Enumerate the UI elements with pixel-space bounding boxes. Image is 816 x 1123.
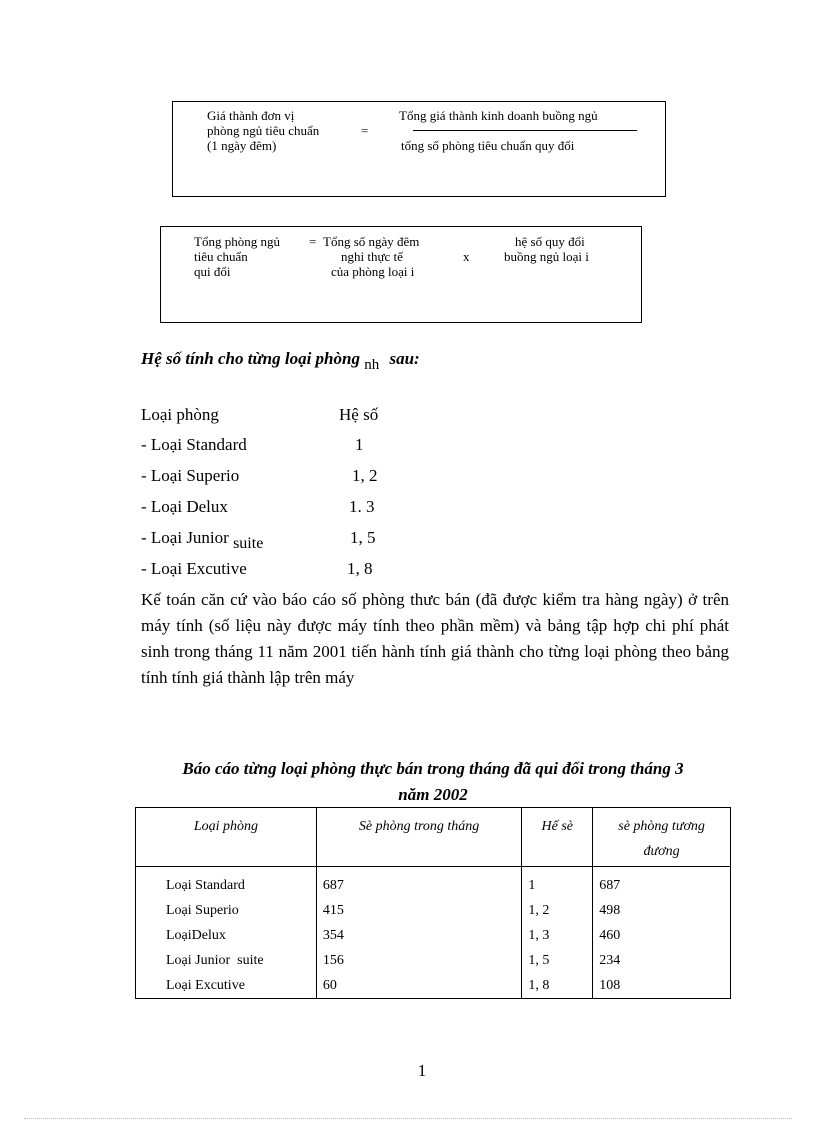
col-header-coefficient: Hế sè bbox=[522, 808, 593, 867]
formula2-equals: = bbox=[309, 234, 317, 249]
coef-row-type: - Loại Standard bbox=[141, 435, 247, 454]
coef-row-type-subscript: suite bbox=[233, 535, 264, 552]
col-header-room-type: Loại phòng bbox=[136, 808, 317, 867]
formula1-denominator: tổng số phòng tiêu chuẩn quy đổi bbox=[401, 138, 575, 153]
coef-row-type: - Loại Delux bbox=[141, 497, 228, 516]
cell-room-type: Loại Excutive bbox=[136, 973, 317, 999]
cell-coefficient: 1, 2 bbox=[522, 898, 593, 923]
body-paragraph: Kế toán căn cứ vào báo cáo số phòng thưc bán (đã được kiểm tra hàng ngày) ở trên máy tính (số liệu này được máy tính theo phần mềm) và bảng tập hợp chi phí phát sinh trong tháng 11 năm 2001 tiến hành tính giá thành cho từng loại phòng theo bảng tính tính giá thành lập trên máy bbox=[141, 590, 729, 687]
coef-row-value: 1, 8 bbox=[347, 559, 373, 578]
col-header-rooms-in-month: Sè phòng trong tháng bbox=[316, 808, 522, 867]
formula-box-standard-rooms bbox=[160, 226, 642, 323]
cell-room-type: Loại Superio bbox=[136, 898, 317, 923]
coef-row-value: 1, 5 bbox=[350, 528, 376, 547]
heading-main: Hệ số tính cho từng loại phòng bbox=[141, 349, 360, 368]
coefficient-heading bbox=[141, 349, 420, 373]
coef-row-type: - Loại Superio bbox=[141, 466, 240, 485]
report-title-line2: năm 2002 bbox=[398, 785, 468, 804]
heading-tail: sau: bbox=[389, 349, 420, 368]
report-title-line1: Báo cáo từng loại phòng thực bán trong tháng đã qui đổi trong tháng 3 bbox=[182, 759, 684, 778]
coef-header-value: Hệ số bbox=[339, 405, 379, 424]
cell-room-type: Loại Junior suite bbox=[136, 948, 317, 973]
col-header-equivalent-rooms: sè phòng tương đương bbox=[593, 808, 731, 867]
cell-rooms: 60 bbox=[316, 973, 522, 999]
fraction-bar bbox=[413, 130, 637, 131]
cell-rooms: 415 bbox=[316, 898, 522, 923]
formula1-equals: = bbox=[361, 123, 369, 138]
cell-rooms: 687 bbox=[316, 867, 522, 899]
formula2-col2-line1: Tổng số ngày đêm bbox=[323, 234, 420, 249]
heading-subscript: nh bbox=[364, 357, 380, 373]
cell-equivalent: 460 bbox=[593, 923, 731, 948]
table-row bbox=[136, 898, 731, 923]
table-row bbox=[136, 867, 731, 899]
formula2-col1-line3: qui đổi bbox=[194, 264, 231, 279]
cell-equivalent: 498 bbox=[593, 898, 731, 923]
cell-coefficient: 1, 3 bbox=[522, 923, 593, 948]
report-table bbox=[135, 807, 731, 999]
coef-row-type bbox=[141, 528, 264, 552]
page-number: 1 bbox=[417, 1061, 427, 1080]
formula2-col1-line2: tiêu chuẩn bbox=[194, 249, 248, 264]
formula1-left-line2: phòng ngủ tiêu chuẩn bbox=[207, 123, 320, 138]
formula1-left-line1: Giá thành đơn vị bbox=[207, 108, 295, 123]
cell-rooms: 354 bbox=[316, 923, 522, 948]
cell-equivalent: 108 bbox=[593, 973, 731, 999]
table-row bbox=[136, 923, 731, 948]
cell-coefficient: 1, 8 bbox=[522, 973, 593, 999]
coef-row-type: - Loại Excutive bbox=[141, 559, 247, 578]
cell-rooms: 156 bbox=[316, 948, 522, 973]
cell-equivalent: 234 bbox=[593, 948, 731, 973]
table-row bbox=[136, 973, 731, 999]
coef-row-type-main: - Loại Junior bbox=[141, 528, 229, 547]
coef-header-type: Loại phòng bbox=[141, 405, 219, 424]
formula2-col3-line1: hệ số quy đổi bbox=[515, 234, 585, 249]
formula-box-unit-cost bbox=[172, 101, 666, 197]
report-title bbox=[135, 756, 731, 808]
cell-room-type: LoạiDelux bbox=[136, 923, 317, 948]
cell-room-type: Loại Standard bbox=[136, 867, 317, 899]
coef-row-value: 1 bbox=[355, 435, 364, 454]
table-header-row bbox=[136, 808, 731, 867]
formula2-times: x bbox=[463, 249, 470, 264]
formula2-col1-line1: Tổng phòng ngủ bbox=[194, 234, 280, 249]
formula2-col3-line2: buồng ngủ loại i bbox=[504, 249, 589, 264]
formula2-col2-line3: của phòng loại i bbox=[331, 264, 415, 279]
formula1-numerator: Tổng giá thành kinh doanh buồng ngủ bbox=[399, 108, 598, 123]
cell-coefficient: 1 bbox=[522, 867, 593, 899]
coef-row-value: 1, 2 bbox=[352, 466, 378, 485]
cell-coefficient: 1, 5 bbox=[522, 948, 593, 973]
formula2-col2-line2: nghỉ thực tế bbox=[341, 249, 403, 264]
table-row bbox=[136, 948, 731, 973]
page-bottom-divider bbox=[24, 1118, 792, 1119]
cell-equivalent: 687 bbox=[593, 867, 731, 899]
formula1-left-line3: (1 ngày đêm) bbox=[207, 138, 277, 153]
coef-row-value: 1. 3 bbox=[349, 497, 375, 516]
